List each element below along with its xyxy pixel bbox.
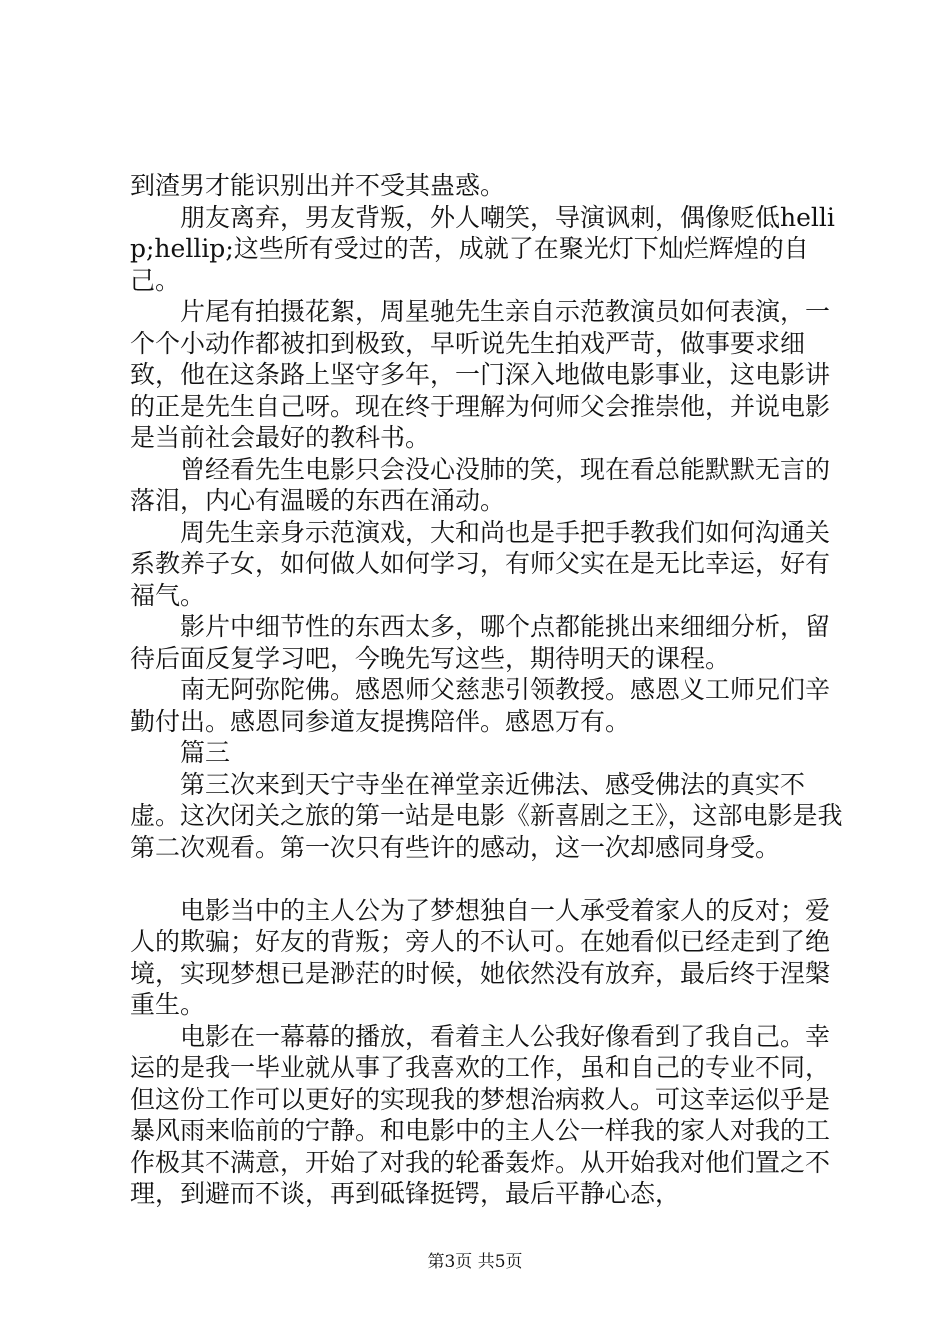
paragraph: 曾经看先生电影只会没心没肺的笑，现在看总能默默无言的落泪，内心有温暖的东西在涌动。 [130, 454, 831, 515]
blank-line [130, 863, 850, 895]
page-number-footer: 第3页 共5页 [427, 1252, 523, 1272]
paragraph: 片尾有拍摄花絮，周星驰先生亲自示范教演员如何表演，一个个小动作都被扣到极致，早听说先生拍戏严苛，做事要求细致，他在这条路上坚守多年，一门深入地做电影事业，这电影讲的正是先生自己呀。现在终于理解为何师父会推崇他，并说电影是当前社会最好的教科书。 [130, 297, 831, 452]
paragraph: 影片中细节性的东西太多，哪个点都能挑出来细细分析，留待后面反复学习吧，今晚先写这些，期待明天的课程。 [130, 612, 831, 673]
section-heading: 篇三 [180, 738, 231, 767]
document-body [130, 170, 850, 1210]
paragraph: 周先生亲身示范演戏，大和尚也是手把手教我们如何沟通关系教养子女，如何做人如何学习，有师父实在是无比幸运，好有福气。 [130, 517, 831, 610]
paragraph: 南无阿弥陀佛。感恩师父慈悲引领教授。感恩义工师兄们辛勤付出。感恩同参道友提携陪伴。感恩万有。 [130, 675, 831, 736]
paragraph: 第三次来到天宁寺坐在禅堂亲近佛法、感受佛法的真实不虚。这次闭关之旅的第一站是电影《新喜剧之王》，这部电影是我第二次观看。第一次只有些许的感动，这一次却感同身受。 [130, 769, 843, 862]
paragraph: 朋友离弃，男友背叛，外人嘲笑，导演讽刺，偶像贬低hellip;hellip;这些所有受过的苦，成就了在聚光灯下灿烂辉煌的自己。 [130, 202, 835, 295]
paragraph: 电影当中的主人公为了梦想独自一人承受着家人的反对；爱人的欺骗；好友的背叛；旁人的不认可。在她看似已经走到了绝境，实现梦想已是渺茫的时候，她依然没有放弃，最后终于涅槃重生。 [130, 895, 831, 1019]
paragraph: 到渣男才能识别出并不受其蛊惑。 [130, 171, 506, 200]
paragraph: 电影在一幕幕的播放，看着主人公我好像看到了我自己。幸运的是我一毕业就从事了我喜欢的工作，虽和自己的专业不同，但这份工作可以更好的实现我的梦想治病救人。可这幸运似乎是暴风雨来临前的宁静。和电影中的主人公一样我的家人对我的工作极其不满意，开始了对我的轮番轰炸。从开始我对他们置之不理，到避而不谈，再到砥锋挺锷，最后平静心态， [130, 1021, 831, 1208]
